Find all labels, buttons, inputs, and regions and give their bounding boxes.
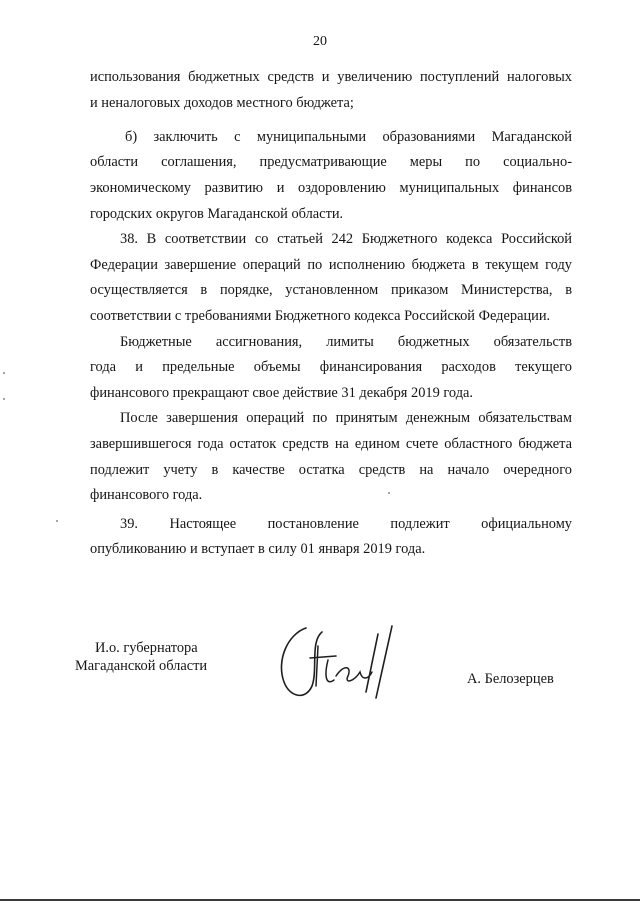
- paragraph-line: и неналоговых доходов местного бюджета;: [90, 95, 354, 111]
- paragraph-line: 39. Настоящее постановление подлежит официальному: [120, 516, 572, 532]
- paragraph-line: финансового года.: [90, 487, 203, 503]
- paragraph-line: года и предельные объемы финансирования расходов текущего: [90, 359, 572, 375]
- paragraph-line: б) заключить с муниципальными образованиями Магаданской: [125, 129, 572, 145]
- paragraph-line: осуществляется в порядке, установленном приказом Министерства, в: [90, 282, 572, 298]
- paragraph-line: Федерации завершение операций по исполнению бюджета в текущем году: [90, 257, 572, 273]
- signatory-name: А. Белозерцев: [467, 671, 554, 687]
- signatory-title-line-2: Магаданской области: [75, 658, 208, 674]
- paragraph-line: экономическому развитию и оздоровлению муниципальных финансов: [90, 180, 572, 196]
- page-number: 20: [313, 34, 327, 49]
- handwritten-signature: [266, 620, 406, 710]
- paragraph-line: соответствии с требованиями Бюджетного кодекса Российской Федерации.: [90, 308, 551, 324]
- paragraph-line: городских округов Магаданской области.: [90, 206, 344, 222]
- scan-speck: [3, 372, 5, 374]
- paragraph-line: завершившегося года остаток средств на едином счете областного бюджета: [90, 436, 572, 452]
- paragraph-line: использования бюджетных средств и увеличению поступлений налоговых: [90, 69, 572, 85]
- signatory-title-line-1: И.о. губернатора: [95, 640, 198, 656]
- paragraph-line: опубликованию и вступает в силу 01 января 2019 года.: [90, 541, 426, 557]
- scan-speck: [56, 520, 58, 522]
- paragraph-line: После завершения операций по принятым денежным обязательствам: [120, 410, 572, 426]
- scan-speck: [388, 492, 390, 494]
- paragraph-line: подлежит учету в качестве остатка средств на начало очередного: [90, 462, 572, 478]
- scan-speck: [3, 398, 5, 400]
- scan-bottom-edge: [0, 899, 640, 901]
- paragraph-line: финансового прекращают свое действие 31 декабря 2019 года.: [90, 385, 474, 401]
- paragraph-line: Бюджетные ассигнования, лимиты бюджетных обязательств: [120, 334, 572, 350]
- paragraph-line: области соглашения, предусматривающие меры по социально-: [90, 154, 572, 170]
- paragraph-line: 38. В соответствии со статьей 242 Бюджетного кодекса Российской: [120, 231, 572, 247]
